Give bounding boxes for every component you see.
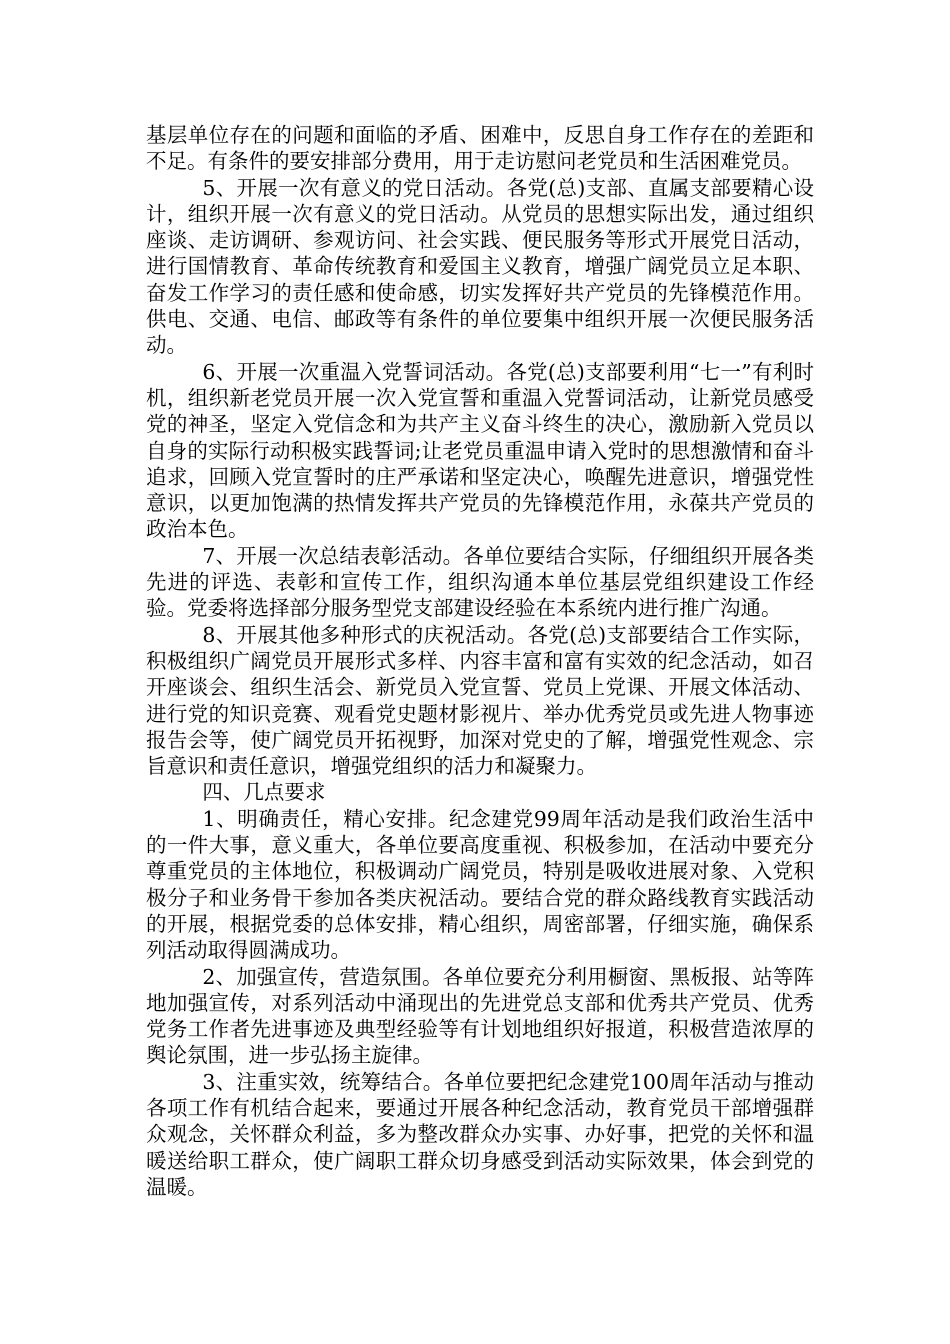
document-body: [146, 122, 814, 1200]
paragraph-5: 8、开展其他多种形式的庆祝活动。各党(总)支部要结合工作实际，积极组织广阔党员开展形式多样、内容丰富和富有实效的纪念活动，如召开座谈会、组织生活会、新党员入党宣誓、党员上党课、开展文体活动、进行党的知识竞赛、观看党史题材影视片、举办优秀党员或先进人物事迹报告会等，使广阔党员开拓视野，加深对党史的了解，增强党性观念、宗旨意识和责任意识，增强党组织的活力和凝聚力。: [146, 622, 814, 779]
paragraph-1: 基层单位存在的问题和面临的矛盾、困难中，反思自身工作存在的差距和不足。有条件的要安排部分费用，用于走访慰问老党员和生活困难党员。: [146, 123, 814, 174]
section-heading: 四、几点要求: [202, 780, 326, 805]
paragraph-2: 5、开展一次有意义的党日活动。各党(总)支部、直属支部要精心设计，组织开展一次有意义的党日活动。从党员的思想实际出发，通过组织座谈、走访调研、参观访问、社会实践、便民服务等形式开展党日活动，进行国情教育、革命传统教育和爱国主义教育，增强广阔党员立足本职、奋发工作学习的责任感和使命感，切实发挥好共产党员的先锋模范作用。供电、交通、电信、邮政等有条件的单位要集中组织开展一次便民服务活动。: [146, 175, 814, 358]
paragraph-4: 7、开展一次总结表彰活动。各单位要结合实际，仔细组织开展各类先进的评选、表彰和宣传工作，组织沟通本单位基层党组织建设工作经验。党委将选择部分服务型党支部建设经验在本系统内进行推广沟通。: [146, 543, 814, 621]
paragraph-7: 1、明确责任，精心安排。纪念建党99周年活动是我们政治生活中的一件大事，意义重大，各单位要高度重视、积极参加，在活动中要充分尊重党员的主体地位，积极调动广阔党员，特别是吸收进展对象、入党积极分子和业务骨干参加各类庆祝活动。要结合党的群众路线教育实践活动的开展，根据党委的总体安排，精心组织，周密部署，仔细实施，确保系列活动取得圆满成功。: [146, 806, 814, 963]
paragraph-9: 3、注重实效，统筹结合。各单位要把纪念建党100周年活动与推动各项工作有机结合起来，要通过开展各种纪念活动，教育党员干部增强群众观念，关怀群众利益，多为整改群众办实事、办好事，把党的关怀和温暖送给职工群众，使广阔职工群众切身感受到活动实际效果，体会到党的温暖。: [146, 1069, 814, 1199]
paragraph-8: 2、加强宣传，营造氛围。各单位要充分利用橱窗、黑板报、站等阵地加强宣传，对系列活动中涌现出的先进党总支部和优秀共产党员、优秀党务工作者先进事迹及典型经验等有计划地组织好报道，积极营造浓厚的舆论氛围，进一步弘扬主旋律。: [146, 964, 814, 1068]
paragraph-3: 6、开展一次重温入党誓词活动。各党(总)支部要利用“七一”有利时机，组织新老党员开展一次入党宣誓和重温入党誓词活动，让新党员感受党的神圣，坚定入党信念和为共产主义奋斗终生的决心，激励新入党员以自身的实际行动积极实践誓词;让老党员重温申请入党时的思想激情和奋斗追求，回顾入党宣誓时的庄严承诺和坚定决心，唤醒先进意识，增强党性意识，以更加饱满的热情发挥共产党员的先锋模范作用，永葆共产党员的政治本色。: [146, 359, 814, 542]
